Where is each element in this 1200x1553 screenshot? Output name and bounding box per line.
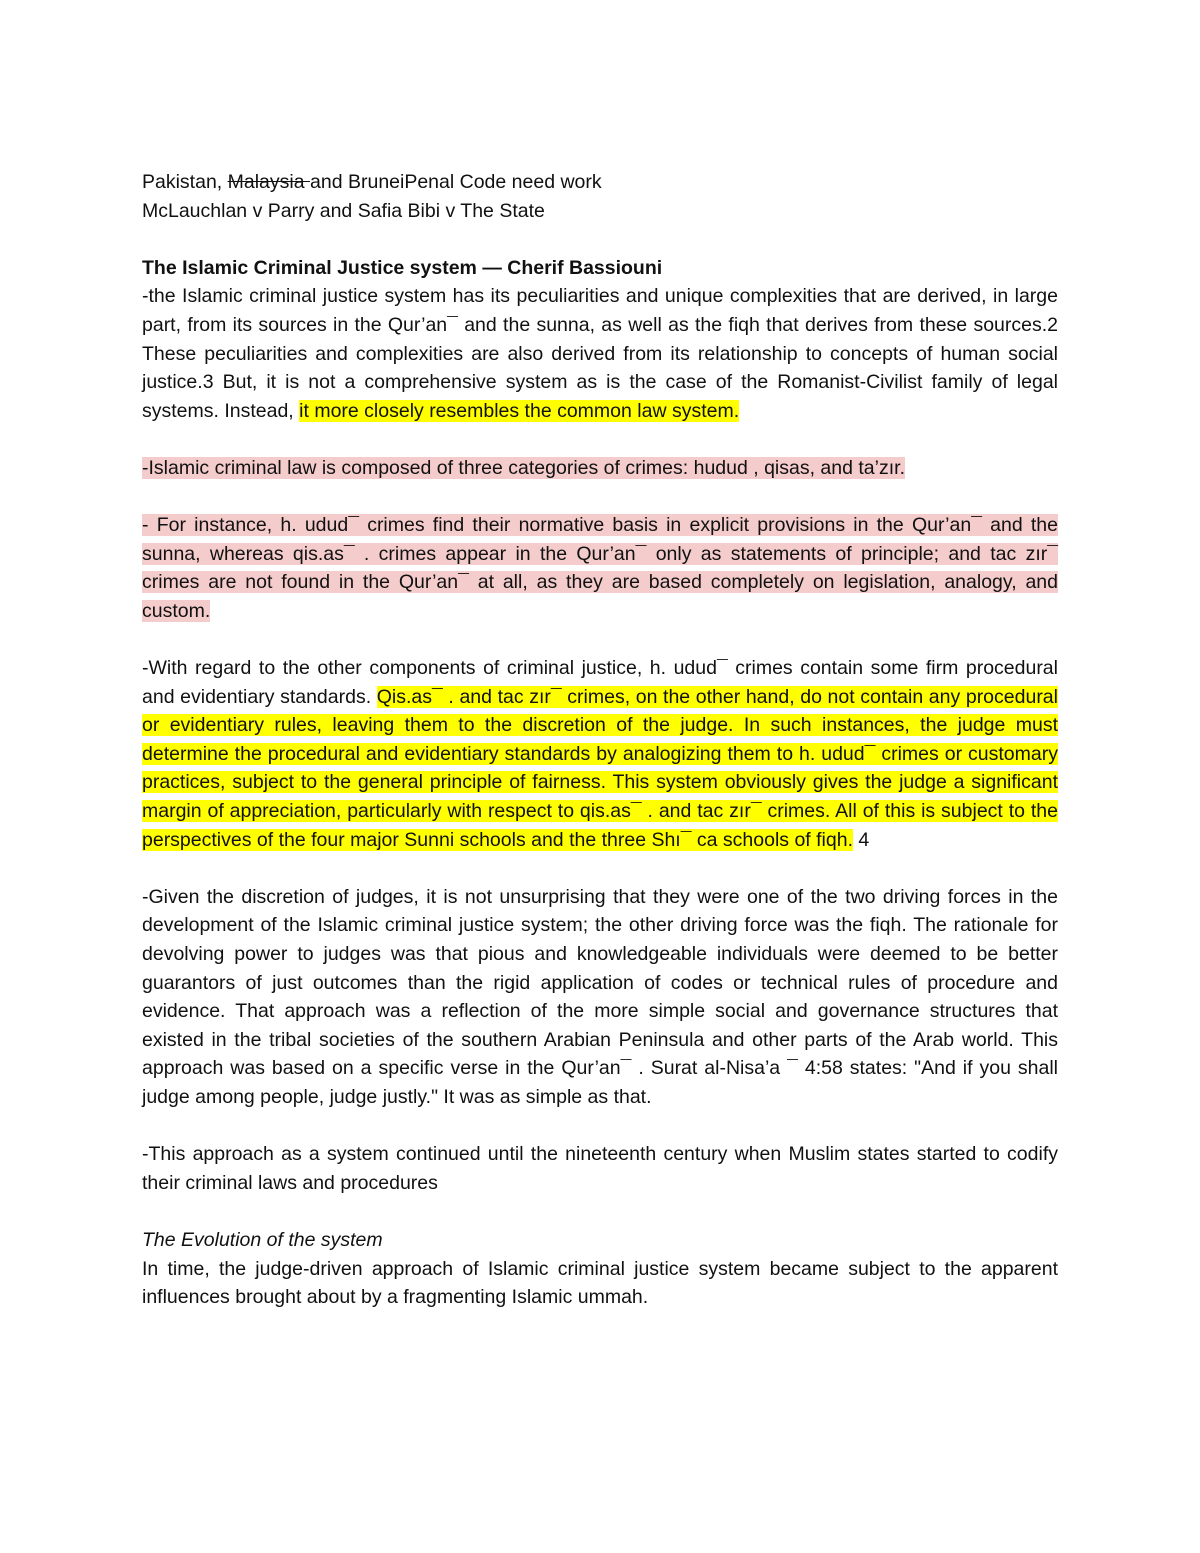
spacer bbox=[142, 483, 1058, 512]
notes-text: Pakistan, bbox=[142, 171, 228, 193]
footnote-ref: 4 bbox=[853, 828, 870, 851]
highlighted-text: - For instance, h. udud¯ crimes find their normative basis in explicit provisions in the Qur’an¯ and the sunna, whereas qis.as¯ . crimes appear in the Qur’an¯ only as statements of principle; and tac zır¯ crimes are not found in the Qur’an¯ at all, as they are based completely on legislation, analogy, and custom. bbox=[142, 514, 1058, 622]
highlighted-text: -Islamic criminal law is composed of three categories of crimes: hudud , qisas, and ta’zır. bbox=[142, 456, 905, 479]
notes-line-2: McLauchlan v Parry and Safia Bibi v The State bbox=[142, 199, 545, 222]
paragraph-3 bbox=[142, 511, 1058, 625]
notes-text: and BruneiPenal Code need work bbox=[310, 171, 602, 193]
spacer bbox=[142, 225, 1058, 254]
paragraph-6: -This approach as a system continued until the nineteenth century when Muslim states started to codify their criminal laws and procedures bbox=[142, 1143, 1058, 1194]
paragraph-7: In time, the judge-driven approach of Islamic criminal justice system became subject to the apparent influences brought about by a fragmenting Islamic ummah. bbox=[142, 1257, 1058, 1309]
spacer bbox=[142, 854, 1058, 883]
paragraph-1 bbox=[142, 282, 1058, 425]
struck-text: Malaysia bbox=[227, 171, 311, 193]
section-heading: The Islamic Criminal Justice system — Cherif Bassiouni bbox=[142, 256, 663, 279]
highlighted-text: Qis.as¯ . and tac zır¯ crimes, on the other hand, do not contain any procedural or evidentiary rules, leaving them to the discretion of the judge. In such instances, the judge must determine the procedural and evidentiary standards by analogizing them to h. udud¯ crimes or customary practices, subject to the general principle of fairness. This system obviously gives the judge a significant margin of appreciation, particularly with respect to qis.as¯ . and tac zır¯ crimes. All of this is subject to the perspectives of the four major Sunni schools and the three Shı¯ ca schools of fiqh. bbox=[142, 685, 1058, 851]
spacer bbox=[142, 1112, 1058, 1141]
subsection-heading: The Evolution of the system bbox=[142, 1228, 383, 1251]
paragraph-2 bbox=[142, 454, 1058, 483]
document-body bbox=[142, 168, 1058, 1312]
highlighted-text: it more closely resembles the common law system. bbox=[299, 399, 740, 422]
notes-line-1 bbox=[142, 168, 1058, 197]
paragraph-5: -Given the discretion of judges, it is not unsurprising that they were one of the two driving forces in the development of the Islamic criminal justice system; the other driving force was the fiqh. The rationale for devolving power to judges was that pious and knowledgeable individuals were deemed to be better guarantors of just outcomes than the rigid application of codes or technical rules of procedure and evidence. That approach was a reflection of the more simple social and governance structures that existed in the tribal societies of the southern Arabian Peninsula and other parts of the Arab world. This approach was based on a specific verse in the Qur’an¯ . Surat al-Nisa’a ¯ 4:58 states: "And if you shall judge among people, judge justly." It was as simple as that. bbox=[142, 885, 1058, 1108]
spacer bbox=[142, 1197, 1058, 1226]
paragraph-text: -With regard to the other components of criminal justice, h. udud¯ crimes contain some firm procedural and evidentiary standards. bbox=[142, 657, 1058, 708]
paragraph-4 bbox=[142, 654, 1058, 854]
spacer bbox=[142, 626, 1058, 655]
paragraph-text: -the Islamic criminal justice system has its peculiarities and unique complexities that are derived, in large part, from its sources in the Qur’an¯ and the sunna, as well as the fiqh that derives from these sources.2 These peculiarities and complexities are also derived from its relationship to concepts of human social justice.3 But, it is not a comprehensive system as is the case of the Romanist-Civilist family of legal systems. Instead, bbox=[142, 285, 1058, 422]
spacer bbox=[142, 425, 1058, 454]
